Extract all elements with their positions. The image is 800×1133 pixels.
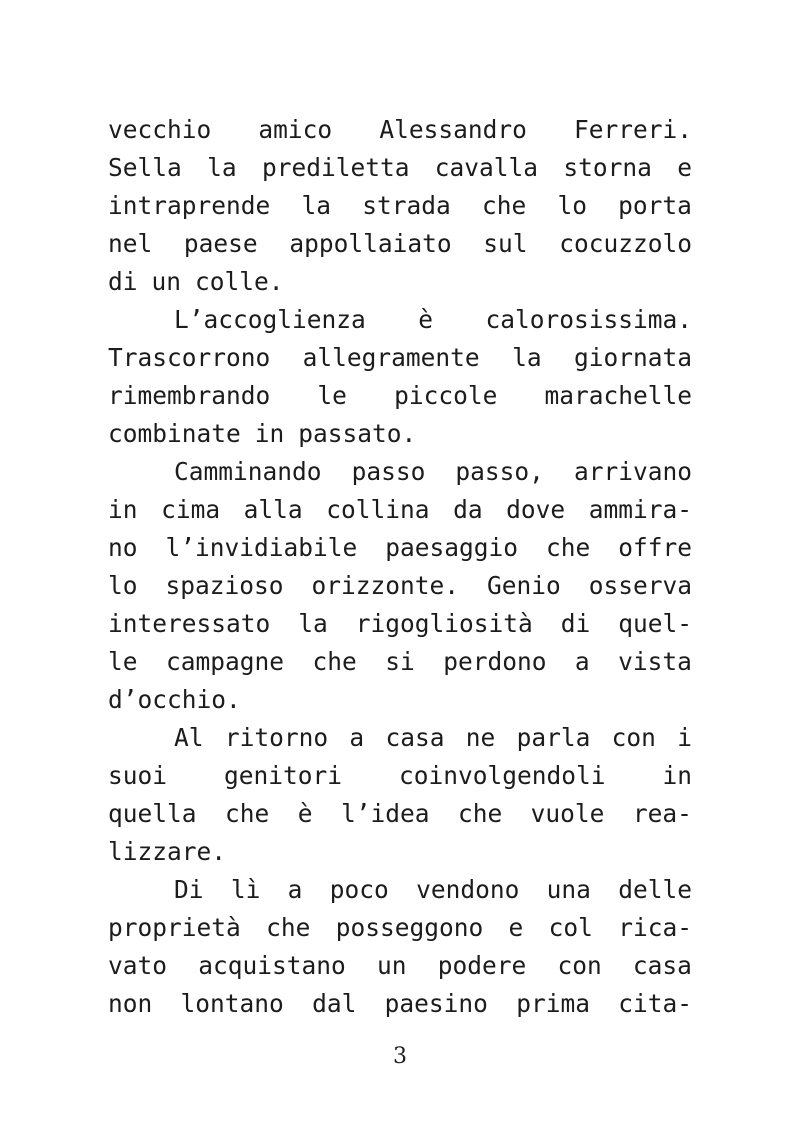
text-line: vato acquistano un podere con casa (108, 951, 692, 980)
text-line: Trascorrono allegramente la giornata (108, 343, 692, 372)
text-line: nel paese appollaiato sul cocuzzolo (108, 229, 692, 258)
text-line: di un colle. (108, 267, 284, 296)
text-line: Sella la prediletta cavalla storna e (108, 153, 692, 182)
text-line: lo spazioso orizzonte. Genio osserva (108, 571, 692, 600)
text-line: in cima alla collina da dove ammira- (108, 495, 692, 524)
text-line: no l’invidiabile paesaggio che offre (108, 533, 692, 562)
text-line: quella che è l’idea che vuole rea- (108, 799, 692, 828)
body-text (108, 111, 692, 1023)
text-line: intraprende la strada che lo porta (108, 191, 692, 220)
text-line: d’occhio. (108, 685, 241, 714)
text-line: lizzare. (108, 837, 227, 866)
text-line: Camminando passo passo, arrivano (174, 457, 692, 486)
text-line: vecchio amico Alessandro Ferreri. (108, 115, 692, 144)
text-line: proprietà che posseggono e col rica- (108, 913, 692, 942)
text-line: interessato la rigogliosità di quel- (108, 609, 692, 638)
text-line: Di lì a poco vendono una delle (174, 875, 692, 904)
text-line: combinate in passato. (108, 419, 417, 448)
page-number: 3 (393, 1044, 407, 1069)
text-line: le campagne che si perdono a vista (108, 647, 692, 676)
text-line: Al ritorno a casa ne parla con i (174, 723, 692, 752)
text-line: rimembrando le piccole marachelle (108, 381, 692, 410)
text-line: non lontano dal paesino prima cita- (108, 989, 692, 1018)
text-line: L’accoglienza è calorosissima. (174, 305, 692, 334)
text-line: suoi genitori coinvolgendoli in (108, 761, 692, 790)
